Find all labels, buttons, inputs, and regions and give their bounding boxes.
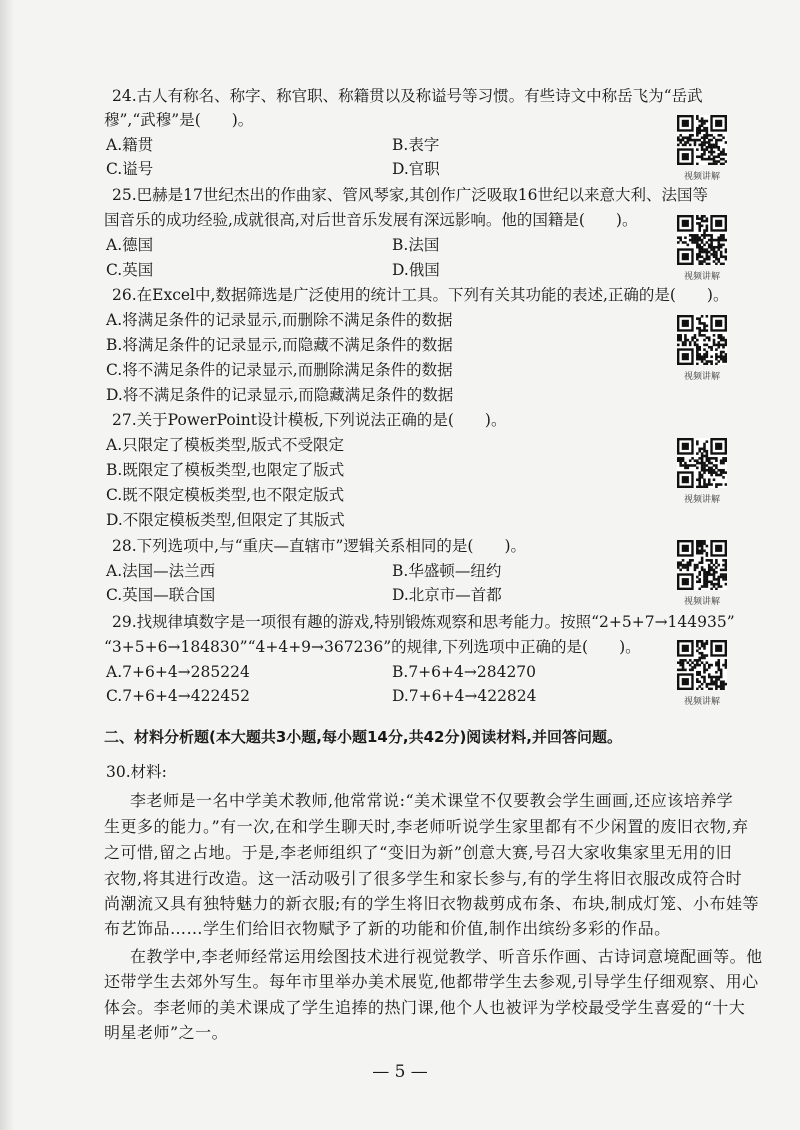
q25-stem-line2: 国音乐的成功经验,成就很高,对后世音乐发展有深远影响。他的国籍是( )。 <box>104 211 638 229</box>
q30-para1-line: 李老师是一名中学美术教师,他常常说:“美术课堂不仅要教会学生画画,还应该培养学 <box>130 791 734 810</box>
q29-option-c: C.7+6+4→422452 <box>106 687 250 705</box>
q27-option-d: D.不限定模板类型,但限定了其版式 <box>106 511 345 529</box>
qr-caption: 视频讲解 <box>683 372 720 382</box>
q30-para1-line: 尚潮流又具有独特魅力的新衣服;有的学生将旧衣物裁剪成布条、布块,制成灯笼、小布娃等 <box>104 894 759 913</box>
qr-pattern <box>677 215 727 265</box>
q30-para2-line: 还带学生去郊外写生。每年市里举办美术展览,他都带学生去参观,引导学生仔细观察、用心 <box>104 972 759 991</box>
q30-para2-line: 在教学中,李老师经常运用绘图技术进行视觉教学、听音乐作画、古诗词意境配画等。他 <box>130 947 763 966</box>
q24-option-a: A.籍贯 <box>106 136 154 154</box>
q29-option-d: D.7+6+4→422824 <box>392 687 537 705</box>
q28-option-d: D.北京市—首都 <box>392 586 502 604</box>
q28-option-b: B.华盛顿—纽约 <box>392 562 502 580</box>
q28-option-c: C.英国—联合国 <box>106 586 216 604</box>
q30-para2-line: 明星老师”之一。 <box>104 1023 229 1042</box>
q30-para1-line: 之可惜,留之占地。于是,李老师组织了“变旧为新”创意大赛,号召大家收集家里无用的旧 <box>104 843 733 862</box>
q26-option-b: B.将满足条件的记录显示,而隐藏不满足条件的数据 <box>106 336 453 354</box>
q24-option-c: C.谥号 <box>106 160 154 178</box>
qr-code-icon[interactable] <box>677 438 727 488</box>
q26-option-c: C.将不满足条件的记录显示,而删除满足条件的数据 <box>106 361 453 379</box>
qr-caption: 视频讲解 <box>683 172 720 182</box>
q29-option-b: B.7+6+4→284270 <box>392 663 537 681</box>
q30-label: 30.材料: <box>106 763 167 781</box>
q25-stem-line1: 25.巴赫是17世纪杰出的作曲家、管风琴家,其创作广泛吸取16世纪以来意大利、法国等 <box>112 186 709 204</box>
q27-option-c: C.既不限定模板类型,也不限定版式 <box>106 486 345 504</box>
q29-option-a: A.7+6+4→285224 <box>106 663 250 681</box>
q24-stem-line2: 穆”,“武穆”是( )。 <box>104 111 254 129</box>
qr-code-icon[interactable] <box>677 115 727 165</box>
qr-pattern <box>677 315 727 365</box>
qr-pattern <box>677 438 727 488</box>
qr-code-icon[interactable] <box>677 540 727 590</box>
q25-option-c: C.英国 <box>106 261 154 279</box>
q27-stem: 27.关于PowerPoint设计模板,下列说法正确的是( )。 <box>112 411 507 429</box>
q28-option-a: A.法国—法兰西 <box>106 562 216 580</box>
q26-option-d: D.将不满足条件的记录显示,而隐藏满足条件的数据 <box>106 386 454 404</box>
page-number: — 5 — <box>372 1062 428 1082</box>
q30-para2-line: 体会。李老师的美术课成了学生追捧的热门课,他个人也被评为学校最受学生喜爱的“十大 <box>104 998 746 1017</box>
q30-para1-line: 衣物,将其进行改造。这一活动吸引了很多学生和家长参与,有的学生将旧衣服改成符合时 <box>104 869 743 888</box>
q27-option-a: A.只限定了模板类型,版式不受限定 <box>106 436 345 454</box>
q29-stem-line1: 29.找规律填数字是一项很有趣的游戏,特别锻炼观察和思考能力。按照“2+5+7→144935” <box>112 613 735 631</box>
qr-code-icon[interactable] <box>677 315 727 365</box>
qr-caption: 视频讲解 <box>683 597 720 607</box>
q28-stem: 28.下列选项中,与“重庆—直辖市”逻辑关系相同的是( )。 <box>112 537 527 555</box>
q26-option-a: A.将满足条件的记录显示,而删除不满足条件的数据 <box>106 311 453 329</box>
section2-heading: 二、材料分析题(本大题共3小题,每小题14分,共42分)阅读材料,并回答问题。 <box>104 728 622 746</box>
qr-caption: 视频讲解 <box>683 697 720 707</box>
q29-stem-line2: “3+5+6→184830”“4+4+9→367236”的规律,下列选项中正确的是( )。 <box>104 638 641 656</box>
qr-caption: 视频讲解 <box>683 272 720 282</box>
q25-option-b: B.法国 <box>392 236 440 254</box>
q25-option-a: A.德国 <box>106 236 154 254</box>
qr-pattern <box>677 540 727 590</box>
q24-option-b: B.表字 <box>392 136 440 154</box>
q24-option-d: D.官职 <box>392 160 440 178</box>
q27-option-b: B.既限定了模板类型,也限定了版式 <box>106 461 345 479</box>
qr-caption: 视频讲解 <box>683 495 720 505</box>
q26-stem: 26.在Excel中,数据筛选是广泛使用的统计工具。下列有关其功能的表述,正确的是( )。 <box>112 286 729 304</box>
q25-option-d: D.俄国 <box>392 261 440 279</box>
q24-stem-line1: 24.古人有称名、称字、称官职、称籍贯以及称谥号等习惯。有些诗文中称岳飞为“岳武 <box>112 87 703 105</box>
qr-pattern <box>677 115 727 165</box>
q30-para1-line: 生更多的能力。”有一次,在和学生聊天时,李老师听说学生家里都有不少闲置的废旧衣物,弃 <box>104 817 749 836</box>
qr-pattern <box>677 640 727 690</box>
q30-para1-line: 布艺饰品……学生们给旧衣物赋予了新的功能和价值,制作出缤纷多彩的作品。 <box>104 919 671 938</box>
scan-edge-shadow <box>0 0 14 1130</box>
qr-code-icon[interactable] <box>677 640 727 690</box>
qr-code-icon[interactable] <box>677 215 727 265</box>
